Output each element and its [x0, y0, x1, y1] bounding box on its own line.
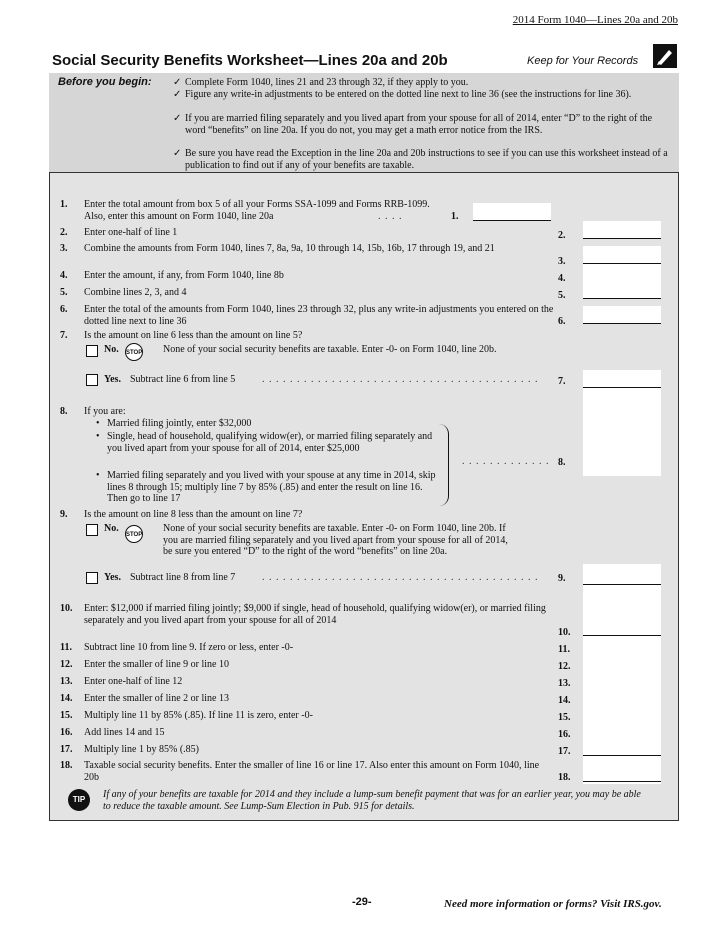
line-number: 11.: [60, 642, 72, 653]
line-7-no-checkbox[interactable]: [86, 345, 98, 357]
stop-icon: STOP: [125, 343, 143, 361]
checklist-item: ✓ If you are married filing separately and you lived apart from your spouse for all of 2014, enter “D” to the right of the word “benefits” on line 20a. If you do not, you may get a math error notice from the IRS.: [173, 113, 653, 136]
line-ref: 17.: [558, 746, 571, 757]
line-number: 9.: [60, 509, 68, 520]
line-ref: 14.: [558, 695, 571, 706]
line-10-input[interactable]: [583, 618, 661, 636]
line-8-option-separate: Married filing separately and you lived with your spouse at any time in 2014, skip lines 8 through 15; multiply line 7 by 85% (.85) and enter the result on line 16. Then go to line 17: [107, 470, 436, 504]
leader-dots: . . . . . . . . . . . . . . . . . . . . . . . . . . . . . . . . . . . . . . . .: [262, 374, 539, 385]
line-9-input[interactable]: [583, 567, 661, 585]
line-number: 6.: [60, 304, 68, 315]
line-ref: 18.: [558, 772, 571, 783]
no-label: No.: [104, 523, 119, 534]
line-14-text: Enter the smaller of line 2 or line 13: [84, 693, 229, 704]
line-2-input[interactable]: [583, 221, 661, 239]
tip-text: If any of your benefits are taxable for 2014 and they include a lump-sum benefit payment that was for an earlier year, you may be able to reduce the taxable amount. See Lump-Sum Election in Pub. 915 for details.: [103, 789, 641, 812]
line-ref: 4.: [558, 273, 566, 284]
line-ref: 12.: [558, 661, 571, 672]
line-ref: 3.: [558, 256, 566, 267]
line-ref: 8.: [558, 457, 566, 468]
line-number: 13.: [60, 676, 73, 687]
line-number: 17.: [60, 744, 73, 755]
line-ref: 5.: [558, 290, 566, 301]
checklist-item: ✓ Be sure you have read the Exception in the line 20a and 20b instructions to see if you can use this worksheet instead of a publication to find out if any of your benefits are taxable.: [173, 148, 668, 171]
line-11-text: Subtract line 10 from line 9. If zero or less, enter -0-: [84, 642, 294, 653]
line-number: 14.: [60, 693, 73, 704]
bullet: •: [96, 470, 100, 481]
line-18-input[interactable]: [583, 764, 661, 782]
line-4-input[interactable]: [583, 264, 661, 282]
line-9-no-text: None of your social security benefits are taxable. Enter -0- on Form 1040, line 20b. If you are married filing separately and you lived apart from your spouse for all of 2014, be sure you entered “D” to the right of the word “benefits” on line 20a.: [163, 523, 508, 557]
line-13-text: Enter one-half of line 12: [84, 676, 183, 687]
line-8-text: If you are:: [84, 406, 126, 417]
line-17-input[interactable]: [583, 738, 661, 756]
line-ref: 16.: [558, 729, 571, 740]
check-icon: ✓: [173, 148, 182, 159]
line-12-text: Enter the smaller of line 9 or line 10: [84, 659, 229, 670]
form-reference: 2014 Form 1040—Lines 20a and 20b: [512, 14, 678, 26]
line-10-text: Enter: $12,000 if married filing jointly; $9,000 if single, head of household, qualifying widow(er), or married filing separately and you lived apart from your spouse for all of 2014: [84, 603, 546, 626]
page-number: -29-: [352, 896, 372, 908]
line-1-text: Enter the total amount from box 5 of all your Forms SSA-1099 and Forms RRB-1099. Also, enter this amount on Form 1040, line 20a: [84, 199, 430, 222]
leader-dots: . . . .: [378, 211, 403, 222]
line-6-text: Enter the total of the amounts from Form 1040, lines 23 through 32, plus any write-in adjustments you entered on the dotted line next to line 36: [84, 304, 554, 327]
line-11-input[interactable]: [583, 636, 661, 654]
line-17-text: Multiply line 1 by 85% (.85): [84, 744, 199, 755]
line-7-question: Is the amount on line 6 less than the amount on line 5?: [84, 330, 303, 341]
line-9-no-checkbox[interactable]: [86, 524, 98, 536]
line-14-input[interactable]: [583, 687, 661, 705]
tip-icon: TIP: [68, 789, 90, 811]
line-1-input[interactable]: [473, 203, 551, 221]
line-number: 18.: [60, 760, 73, 771]
checklist-item: ✓ Complete Form 1040, lines 21 and 23 through 32, if they apply to you.: [173, 77, 469, 88]
line-3-input[interactable]: [583, 246, 661, 264]
line-ref: 13.: [558, 678, 571, 689]
yes-label: Yes.: [104, 572, 121, 583]
bullet: •: [96, 418, 100, 429]
line-number: 7.: [60, 330, 68, 341]
line-9-question: Is the amount on line 8 less than the amount on line 7?: [84, 509, 303, 520]
line-7-yes-text: Subtract line 6 from line 5: [130, 374, 236, 385]
brace: [438, 424, 449, 506]
no-label: No.: [104, 344, 119, 355]
answer-column-block: [583, 373, 661, 476]
line-15-input[interactable]: [583, 704, 661, 722]
line-number: 12.: [60, 659, 73, 670]
line-7-input[interactable]: [583, 370, 661, 388]
line-5-input[interactable]: [583, 281, 661, 299]
footer-info: Need more information or forms? Visit IRS.gov.: [444, 898, 662, 910]
before-you-begin-label: Before you begin:: [58, 76, 152, 88]
line-6-input[interactable]: [583, 306, 661, 324]
keep-records-label: Keep for Your Records: [527, 55, 639, 67]
line-3-text: Combine the amounts from Form 1040, lines 7, 8a, 9a, 10 through 14, 15b, 16b, 17 through 19, and 21: [84, 243, 495, 254]
check-icon: ✓: [173, 89, 182, 100]
pen-icon: [653, 44, 677, 68]
leader-dots: . . . . . . . . . . . . .: [462, 456, 550, 467]
line-number: 15.: [60, 710, 73, 721]
line-number: 8.: [60, 406, 68, 417]
line-ref: 9.: [558, 573, 566, 584]
line-ref: 15.: [558, 712, 571, 723]
check-icon: ✓: [173, 77, 182, 88]
line-ref: 1.: [451, 211, 459, 222]
line-16-input[interactable]: [583, 721, 661, 739]
line-number: 5.: [60, 287, 68, 298]
line-15-text: Multiply line 11 by 85% (.85). If line 11 is zero, enter -0-: [84, 710, 313, 721]
leader-dots: . . . . . . . . . . . . . . . . . . . . . . . . . . . . . . . . . . . . . . . .: [262, 572, 539, 583]
line-7-yes-checkbox[interactable]: [86, 374, 98, 386]
line-4-text: Enter the amount, if any, from Form 1040, line 8b: [84, 270, 284, 281]
line-9-yes-text: Subtract line 8 from line 7: [130, 572, 236, 583]
line-18-text: Taxable social security benefits. Enter the smaller of line 16 or line 17. Also enter this amount on Form 1040, line 20b: [84, 760, 540, 783]
line-ref: 10.: [558, 627, 571, 638]
line-ref: 2.: [558, 230, 566, 241]
line-5-text: Combine lines 2, 3, and 4: [84, 287, 187, 298]
line-8-option-single: Single, head of household, qualifying widow(er), or married filing separately and you lived apart from your spouse for all of 2014, enter $25,000: [107, 431, 433, 454]
line-ref: 11.: [558, 644, 570, 655]
line-7-no-text: None of your social security benefits are taxable. Enter -0- on Form 1040, line 20b.: [163, 344, 497, 355]
line-number: 10.: [60, 603, 73, 614]
check-icon: ✓: [173, 113, 182, 124]
page-title: Social Security Benefits Worksheet—Lines 20a and 20b: [52, 52, 448, 69]
line-number: 16.: [60, 727, 73, 738]
line-9-yes-checkbox[interactable]: [86, 572, 98, 584]
line-number: 4.: [60, 270, 68, 281]
line-8-option-joint: Married filing jointly, enter $32,000: [107, 418, 252, 429]
checklist-item: ✓ Figure any write-in adjustments to be entered on the dotted line next to line 36 (see the instructions for line 36).: [173, 89, 632, 100]
line-number: 3.: [60, 243, 68, 254]
line-12-input[interactable]: [583, 653, 661, 671]
stop-icon: STOP: [125, 525, 143, 543]
yes-label: Yes.: [104, 374, 121, 385]
line-16-text: Add lines 14 and 15: [84, 727, 165, 738]
line-ref: 7.: [558, 376, 566, 387]
bullet: •: [96, 431, 100, 442]
line-number: 1.: [60, 199, 68, 210]
line-ref: 6.: [558, 316, 566, 327]
line-number: 2.: [60, 227, 68, 238]
line-13-input[interactable]: [583, 670, 661, 688]
line-2-text: Enter one-half of line 1: [84, 227, 178, 238]
